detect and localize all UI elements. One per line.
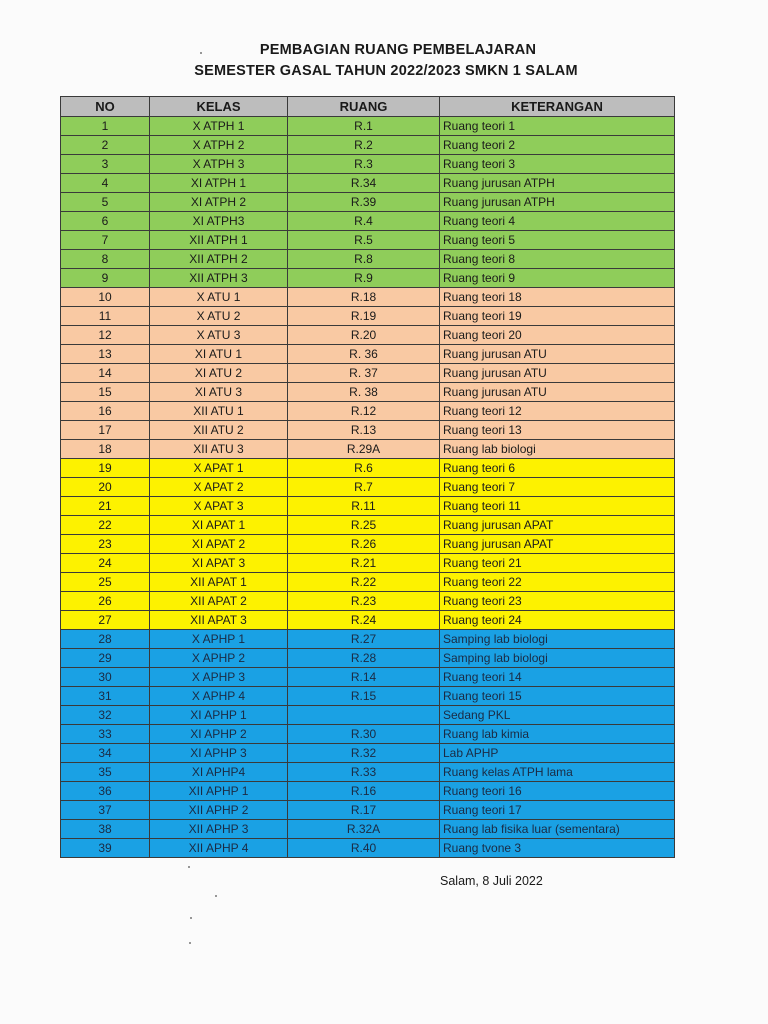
cell-keterangan: Ruang teori 14 (440, 668, 675, 687)
table-row (61, 345, 675, 364)
cell-keterangan: Ruang jurusan APAT (440, 516, 675, 535)
table-row (61, 497, 675, 516)
cell-keterangan: Ruang teori 18 (440, 288, 675, 307)
cell-kelas: XII APAT 3 (150, 611, 288, 630)
table-row (61, 478, 675, 497)
cell-kelas: XI APAT 3 (150, 554, 288, 573)
cell-ruang: R.19 (288, 307, 440, 326)
cell-kelas: XII ATPH 2 (150, 250, 288, 269)
cell-kelas: X ATU 3 (150, 326, 288, 345)
cell-keterangan: Ruang teori 20 (440, 326, 675, 345)
cell-kelas: XI ATU 2 (150, 364, 288, 383)
cell-ruang: R.15 (288, 687, 440, 706)
table-row (61, 516, 675, 535)
table-row (61, 744, 675, 763)
table-row (61, 193, 675, 212)
cell-ruang: R.40 (288, 839, 440, 858)
cell-keterangan: Ruang teori 2 (440, 136, 675, 155)
cell-keterangan: Ruang jurusan ATU (440, 364, 675, 383)
cell-keterangan: Ruang jurusan APAT (440, 535, 675, 554)
cell-keterangan: Ruang teori 7 (440, 478, 675, 497)
cell-ruang: R.18 (288, 288, 440, 307)
cell-kelas: XI ATPH 1 (150, 174, 288, 193)
table-row (61, 212, 675, 231)
cell-kelas: XI ATU 1 (150, 345, 288, 364)
cell-no: 11 (61, 307, 150, 326)
column-header-no: NO (61, 97, 150, 117)
table-row (61, 687, 675, 706)
cell-no: 34 (61, 744, 150, 763)
cell-ruang: R.11 (288, 497, 440, 516)
table-row (61, 839, 675, 858)
cell-ruang: R.9 (288, 269, 440, 288)
cell-keterangan: Ruang teori 12 (440, 402, 675, 421)
cell-ruang: R.32 (288, 744, 440, 763)
cell-kelas: X APAT 3 (150, 497, 288, 516)
cell-keterangan: Ruang teori 15 (440, 687, 675, 706)
cell-keterangan: Ruang lab kimia (440, 725, 675, 744)
cell-kelas: X APHP 1 (150, 630, 288, 649)
cell-kelas: X ATPH 2 (150, 136, 288, 155)
table-row (61, 250, 675, 269)
table-row (61, 269, 675, 288)
signature-place-date: Salam, 8 Juli 2022 (440, 874, 543, 888)
cell-kelas: X ATPH 3 (150, 155, 288, 174)
cell-ruang: R.8 (288, 250, 440, 269)
cell-ruang: R.20 (288, 326, 440, 345)
cell-kelas: X APAT 1 (150, 459, 288, 478)
cell-no: 6 (61, 212, 150, 231)
cell-ruang: R.33 (288, 763, 440, 782)
cell-no: 32 (61, 706, 150, 725)
speck (215, 895, 217, 897)
cell-keterangan: Ruang teori 19 (440, 307, 675, 326)
speck (190, 917, 192, 919)
table-header-row (61, 97, 675, 117)
speck (188, 866, 190, 868)
table-body (61, 117, 675, 858)
speck (200, 52, 202, 54)
cell-kelas: XI ATPH 2 (150, 193, 288, 212)
cell-kelas: X ATU 1 (150, 288, 288, 307)
cell-kelas: XII APHP 4 (150, 839, 288, 858)
cell-keterangan: Ruang teori 5 (440, 231, 675, 250)
table-row (61, 820, 675, 839)
cell-no: 24 (61, 554, 150, 573)
cell-no: 23 (61, 535, 150, 554)
cell-keterangan: Ruang teori 22 (440, 573, 675, 592)
table-row (61, 383, 675, 402)
cell-no: 22 (61, 516, 150, 535)
cell-keterangan: Ruang lab biologi (440, 440, 675, 459)
cell-no: 16 (61, 402, 150, 421)
cell-kelas: XI APAT 2 (150, 535, 288, 554)
table-row (61, 440, 675, 459)
table-row (61, 326, 675, 345)
table-row (61, 630, 675, 649)
table-row (61, 801, 675, 820)
cell-kelas: X APHP 4 (150, 687, 288, 706)
table-row (61, 117, 675, 136)
cell-ruang: R.26 (288, 535, 440, 554)
cell-no: 17 (61, 421, 150, 440)
table-row (61, 459, 675, 478)
cell-no: 38 (61, 820, 150, 839)
cell-ruang: R.7 (288, 478, 440, 497)
cell-ruang: R. 36 (288, 345, 440, 364)
cell-ruang: R.21 (288, 554, 440, 573)
table-row (61, 725, 675, 744)
cell-kelas: XII ATU 2 (150, 421, 288, 440)
cell-ruang: R.13 (288, 421, 440, 440)
cell-kelas: X APHP 3 (150, 668, 288, 687)
cell-kelas: XII APAT 1 (150, 573, 288, 592)
table-row (61, 573, 675, 592)
table-row (61, 782, 675, 801)
cell-no: 37 (61, 801, 150, 820)
cell-keterangan: Ruang teori 1 (440, 117, 675, 136)
table-row (61, 554, 675, 573)
cell-no: 28 (61, 630, 150, 649)
cell-no: 20 (61, 478, 150, 497)
cell-keterangan: Samping lab biologi (440, 649, 675, 668)
cell-no: 2 (61, 136, 150, 155)
cell-ruang: R.14 (288, 668, 440, 687)
cell-no: 21 (61, 497, 150, 516)
cell-keterangan: Ruang jurusan ATU (440, 383, 675, 402)
table-row (61, 706, 675, 725)
cell-kelas: XI APHP 1 (150, 706, 288, 725)
cell-keterangan: Ruang teori 6 (440, 459, 675, 478)
table-row (61, 288, 675, 307)
cell-kelas: XI APHP 2 (150, 725, 288, 744)
cell-ruang: R.27 (288, 630, 440, 649)
cell-ruang: R.34 (288, 174, 440, 193)
cell-ruang: R.24 (288, 611, 440, 630)
cell-ruang (288, 706, 440, 725)
cell-no: 3 (61, 155, 150, 174)
cell-keterangan: Ruang teori 9 (440, 269, 675, 288)
cell-ruang: R.28 (288, 649, 440, 668)
cell-keterangan: Ruang lab fisika luar (sementara) (440, 820, 675, 839)
cell-keterangan: Ruang teori 16 (440, 782, 675, 801)
cell-keterangan: Samping lab biologi (440, 630, 675, 649)
cell-no: 31 (61, 687, 150, 706)
cell-kelas: X APAT 2 (150, 478, 288, 497)
speck (189, 942, 191, 944)
column-header-kelas: KELAS (150, 97, 288, 117)
cell-kelas: X APHP 2 (150, 649, 288, 668)
cell-kelas: X ATU 2 (150, 307, 288, 326)
cell-no: 29 (61, 649, 150, 668)
table-row (61, 174, 675, 193)
cell-ruang: R.32A (288, 820, 440, 839)
table-row (61, 402, 675, 421)
cell-keterangan: Lab APHP (440, 744, 675, 763)
cell-kelas: XI APHP 3 (150, 744, 288, 763)
cell-keterangan: Sedang PKL (440, 706, 675, 725)
table-row (61, 649, 675, 668)
cell-keterangan: Ruang teori 13 (440, 421, 675, 440)
table-row (61, 668, 675, 687)
cell-kelas: XI ATPH3 (150, 212, 288, 231)
table-row (61, 364, 675, 383)
document-header (0, 40, 768, 82)
cell-ruang: R.4 (288, 212, 440, 231)
cell-no: 13 (61, 345, 150, 364)
cell-no: 35 (61, 763, 150, 782)
cell-ruang: R.3 (288, 155, 440, 174)
cell-ruang: R.30 (288, 725, 440, 744)
cell-no: 26 (61, 592, 150, 611)
cell-kelas: XII APHP 3 (150, 820, 288, 839)
cell-no: 39 (61, 839, 150, 858)
cell-keterangan: Ruang teori 4 (440, 212, 675, 231)
cell-ruang: R.17 (288, 801, 440, 820)
cell-ruang: R.29A (288, 440, 440, 459)
cell-ruang: R.1 (288, 117, 440, 136)
cell-no: 33 (61, 725, 150, 744)
cell-kelas: XI ATU 3 (150, 383, 288, 402)
cell-ruang: R.6 (288, 459, 440, 478)
cell-kelas: X ATPH 1 (150, 117, 288, 136)
cell-keterangan: Ruang teori 21 (440, 554, 675, 573)
cell-keterangan: Ruang jurusan ATPH (440, 193, 675, 212)
cell-no: 12 (61, 326, 150, 345)
table-row (61, 763, 675, 782)
cell-no: 8 (61, 250, 150, 269)
cell-kelas: XII APHP 1 (150, 782, 288, 801)
table-row (61, 535, 675, 554)
cell-kelas: XII APAT 2 (150, 592, 288, 611)
room-allocation-table (60, 96, 675, 858)
cell-no: 7 (61, 231, 150, 250)
cell-kelas: XII ATPH 3 (150, 269, 288, 288)
cell-no: 30 (61, 668, 150, 687)
cell-keterangan: Ruang jurusan ATU (440, 345, 675, 364)
cell-keterangan: Ruang teori 23 (440, 592, 675, 611)
cell-kelas: XI APHP4 (150, 763, 288, 782)
cell-kelas: XII ATPH 1 (150, 231, 288, 250)
table-row (61, 155, 675, 174)
table-row (61, 592, 675, 611)
table-row (61, 136, 675, 155)
column-header-ruang: RUANG (288, 97, 440, 117)
cell-kelas: XII ATU 3 (150, 440, 288, 459)
table-row (61, 307, 675, 326)
cell-no: 5 (61, 193, 150, 212)
cell-kelas: XI APAT 1 (150, 516, 288, 535)
table-row (61, 231, 675, 250)
cell-no: 9 (61, 269, 150, 288)
cell-ruang: R.39 (288, 193, 440, 212)
cell-no: 36 (61, 782, 150, 801)
cell-ruang: R.2 (288, 136, 440, 155)
cell-ruang: R.16 (288, 782, 440, 801)
table-row (61, 421, 675, 440)
cell-no: 19 (61, 459, 150, 478)
cell-kelas: XII APHP 2 (150, 801, 288, 820)
cell-keterangan: Ruang tvone 3 (440, 839, 675, 858)
document-subtitle: SEMESTER GASAL TAHUN 2022/2023 SMKN 1 SALAM (194, 63, 578, 79)
cell-keterangan: Ruang kelas ATPH lama (440, 763, 675, 782)
cell-no: 15 (61, 383, 150, 402)
cell-no: 18 (61, 440, 150, 459)
cell-keterangan: Ruang jurusan ATPH (440, 174, 675, 193)
cell-no: 4 (61, 174, 150, 193)
cell-no: 25 (61, 573, 150, 592)
cell-ruang: R.23 (288, 592, 440, 611)
cell-keterangan: Ruang teori 3 (440, 155, 675, 174)
cell-no: 1 (61, 117, 150, 136)
table-row (61, 611, 675, 630)
cell-keterangan: Ruang teori 11 (440, 497, 675, 516)
cell-no: 27 (61, 611, 150, 630)
cell-keterangan: Ruang teori 8 (440, 250, 675, 269)
cell-kelas: XII ATU 1 (150, 402, 288, 421)
cell-ruang: R.5 (288, 231, 440, 250)
cell-keterangan: Ruang teori 17 (440, 801, 675, 820)
cell-ruang: R. 38 (288, 383, 440, 402)
cell-ruang: R. 37 (288, 364, 440, 383)
cell-no: 10 (61, 288, 150, 307)
cell-no: 14 (61, 364, 150, 383)
cell-ruang: R.25 (288, 516, 440, 535)
cell-ruang: R.12 (288, 402, 440, 421)
cell-keterangan: Ruang teori 24 (440, 611, 675, 630)
column-header-keterangan: KETERANGAN (440, 97, 675, 117)
cell-ruang: R.22 (288, 573, 440, 592)
document-title: PEMBAGIAN RUANG PEMBELAJARAN (259, 42, 537, 58)
